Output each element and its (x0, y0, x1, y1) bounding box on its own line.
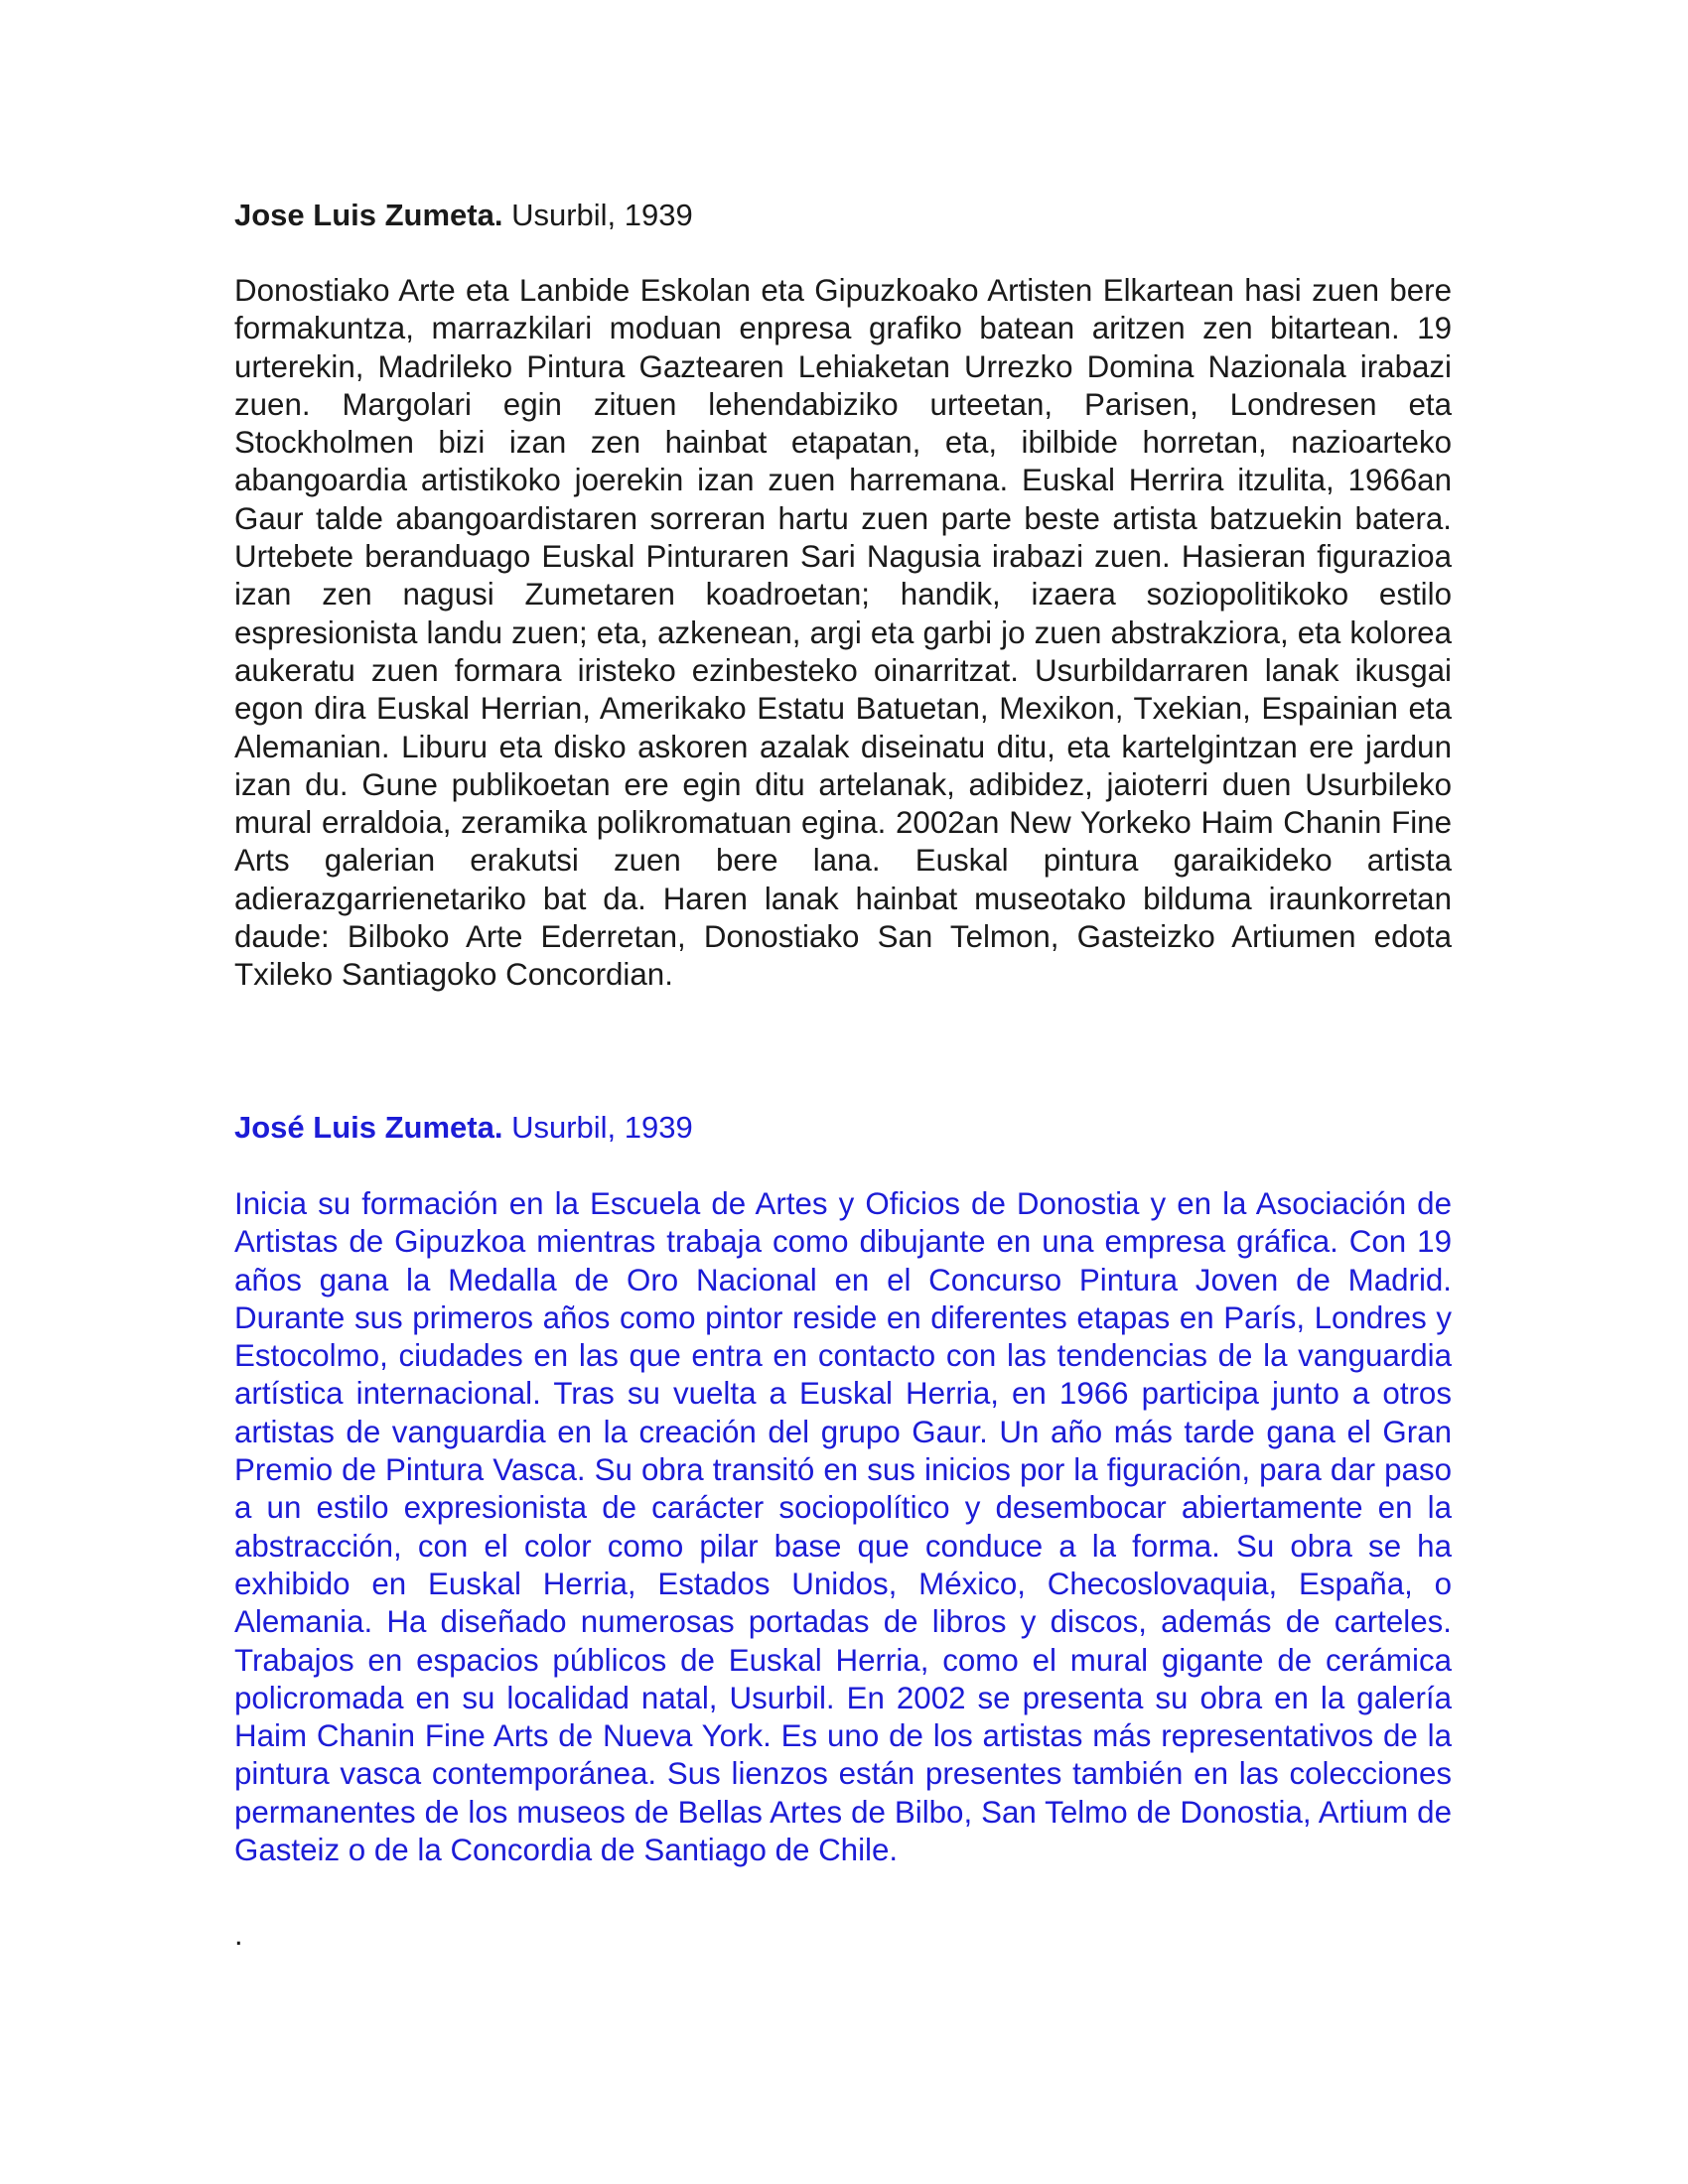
trailing-mark: . (234, 1917, 243, 1952)
basque-biography: Donostiako Arte eta Lanbide Eskolan eta Gipuzkoako Artisten Elkartean hasi zuen bere formakuntza, marrazkilari moduan enpresa grafiko batean aritzen zen bitartean. 19 urterekin, Madrileko Pintura Gaztearen Lehiaketan Urrezko Domina Nazionala irabazi zuen. Margolari egin zituen lehendabiziko urteetan, Parisen, Londresen eta Stockholmen bizi izan zen hainbat etapatan, eta, ibilbide horretan, nazioarteko abangoardia artistikoko joerekin izan zuen harremana. Euskal Herrira itzulita, 1966an Gaur talde abangoardistaren sorreran hartu zuen parte beste artista batzuekin batera. Urtebete beranduago Euskal Pinturaren Sari Nagusia irabazi zuen. Hasieran figurazioa izan zen nagusi Zumetaren koadroetan; handik, izaera soziopolitikoko estilo espresionista landu zuen; eta, azkenean, argi eta garbi jo zuen abstrakziora, eta kolorea aukeratu zuen formara iristeko ezinbesteko oinarritzat. Usurbildarraren lanak ikusgai egon dira Euskal Herrian, Amerikako Estatu Batuetan, Mexikon, Txekian, Espainian eta Alemanian. Liburu eta disko askoren azalak diseinatu ditu, eta kartelgintzan ere jardun izan du. Gune publikoetan ere egin ditu artelanak, adibidez, jaioterri duen Usurbileko mural erraldoia, zeramika polikromatuan egina. 2002an New Yorkeko Haim Chanin Fine Arts galerian erakutsi zuen bere lana. Euskal pintura garaikideko artista adierazgarrienetariko bat da. Haren lanak hainbat museotako bilduma iraunkorretan daude: Bilboko Arte Ederretan, Donostiako San Telmon, Gasteizko Artiumen edota Txileko Santiagoko Concordian. (234, 273, 1452, 993)
artist-name-basque: Jose Luis Zumeta. (234, 198, 503, 232)
artist-origin-spanish: Usurbil, 1939 (502, 1110, 693, 1145)
spanish-biography: Inicia su formación en la Escuela de Artes y Oficios de Donostia y en la Asociación de Artistas de Gipuzkoa mientras trabaja como dibujante en una empresa gráfica. Con 19 años gana la Medalla de Oro Nacional en el Concurso Pintura Joven de Madrid. Durante sus primeros años como pintor reside en diferentes etapas en París, Londres y Estocolmo, ciudades en las que entra en contacto con las tendencias de la vanguardia artística internacional. Tras su vuelta a Euskal Herria, en 1966 participa junto a otros artistas de vanguardia en la creación del grupo Gaur. Un año más tarde gana el Gran Premio de Pintura Vasca. Su obra transitó en sus inicios por la figuración, para dar paso a un estilo expresionista de carácter sociopolítico y desembocar abiertamente en la abstracción, con el color como pilar base que conduce a la forma. Su obra se ha exhibido en Euskal Herria, Estados Unidos, México, Checoslovaquia, España, o Alemania. Ha diseñado numerosas portadas de libros y discos, además de carteles. Trabajos en espacios públicos de Euskal Herria, como el mural gigante de cerámica policromada en su localidad natal, Usurbil. En 2002 se presenta su obra en la galería Haim Chanin Fine Arts de Nueva York. Es uno de los artistas más representativos de la pintura vasca contemporánea. Sus lienzos están presentes también en las colecciones permanentes de los museos de Bellas Artes de Bilbo, San Telmo de Donostia, Artium de Gasteiz o de la Concordia de Santiago de Chile. (234, 1186, 1452, 1868)
artist-origin-basque: Usurbil, 1939 (502, 198, 693, 232)
artist-name-spanish: José Luis Zumeta. (234, 1110, 503, 1145)
spanish-heading (234, 1109, 693, 1147)
basque-heading (234, 197, 693, 234)
